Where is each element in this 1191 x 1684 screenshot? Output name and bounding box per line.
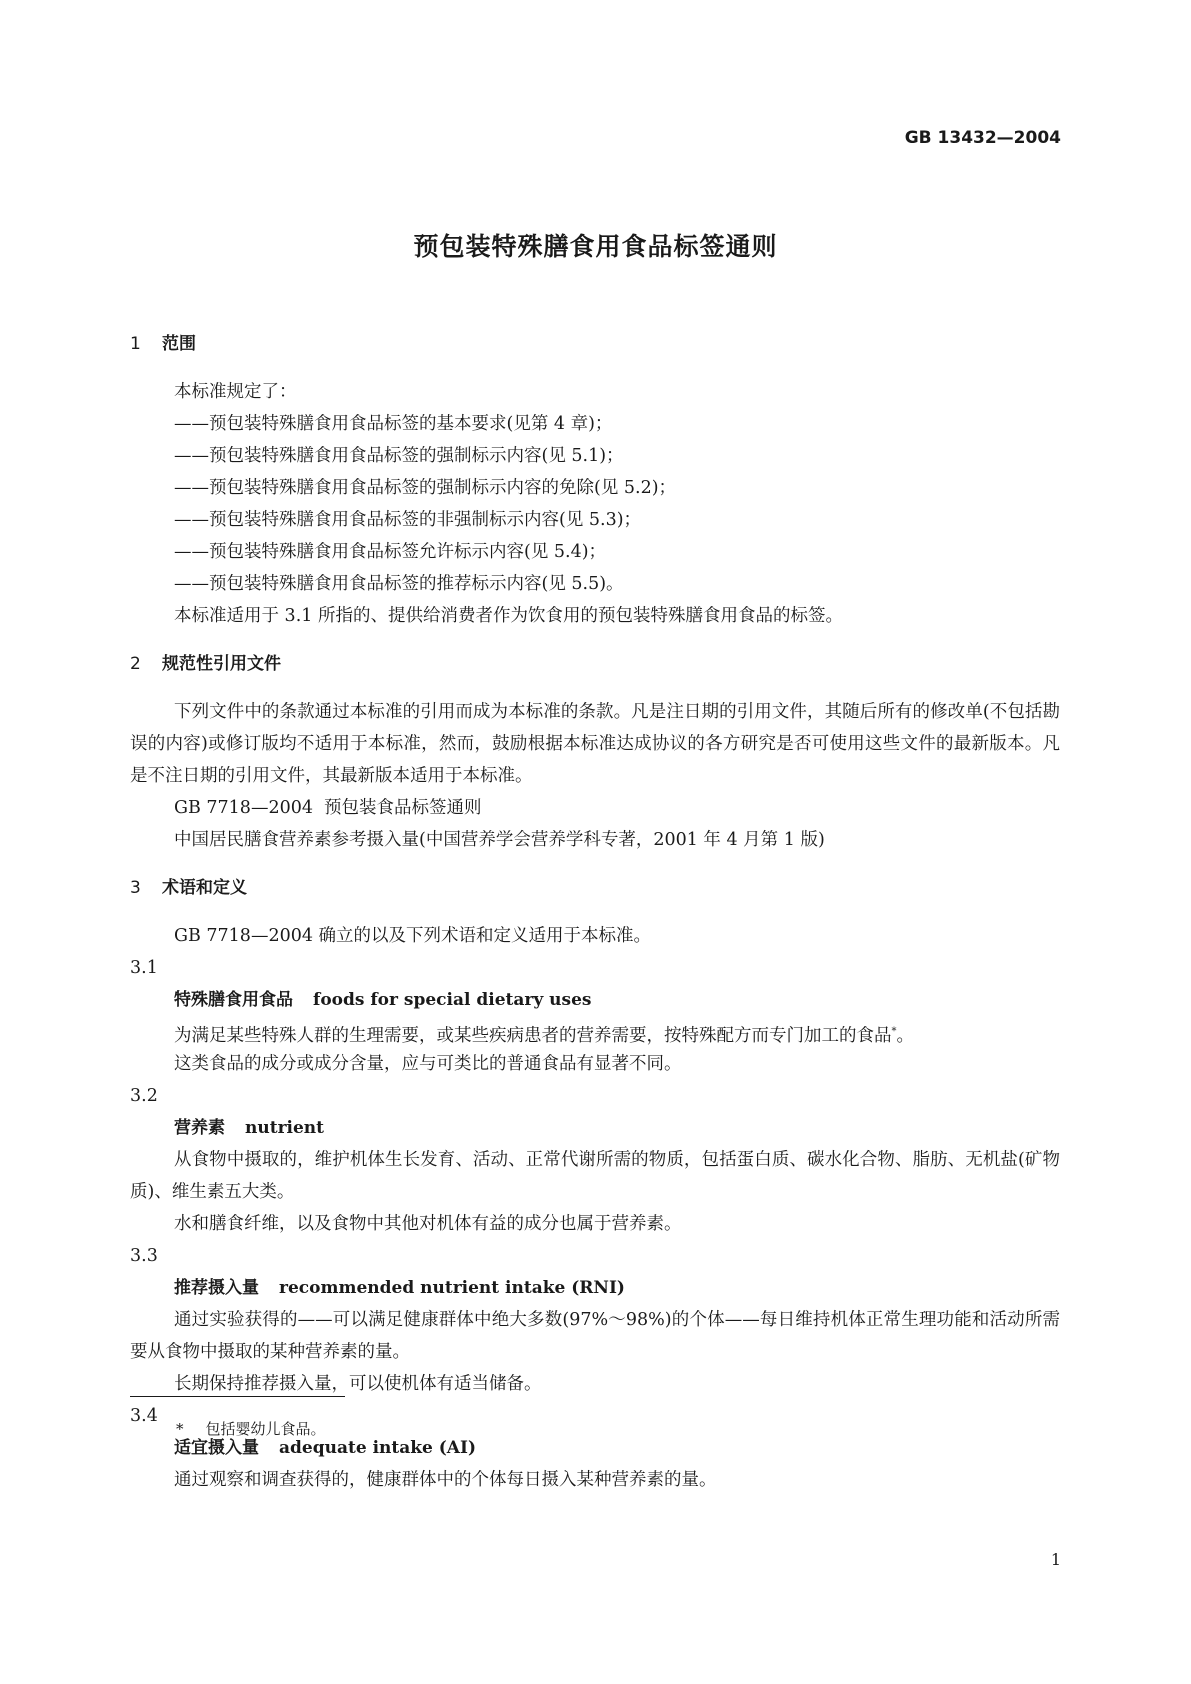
page-number: 1 xyxy=(1050,1550,1061,1569)
scope-item: ——预包装特殊膳食用食品标签的基本要求(见第 4 章)； xyxy=(174,414,613,434)
term-english: recommended nutrient intake (RNI) xyxy=(279,1278,625,1298)
section-3-heading xyxy=(130,874,1060,902)
scope-item: ——预包装特殊膳食用食品标签的强制标示内容的免除(见 5.2)； xyxy=(174,478,677,498)
scope-item: ——预包装特殊膳食用食品标签的推荐标示内容(见 5.5)。 xyxy=(174,574,624,594)
term-number: 3.3 xyxy=(130,1246,158,1266)
scope-item: ——预包装特殊膳食用食品标签的非强制标示内容(见 5.3)； xyxy=(174,510,642,530)
footnote-mark: * xyxy=(176,1420,184,1438)
document-body xyxy=(130,330,1060,1496)
term-heading xyxy=(130,1272,1060,1304)
section-number: 1 xyxy=(130,334,141,354)
term-definition: 通过实验获得的——可以满足健康群体中绝大多数(97%～98%)的个体——每日维持机体正常生理功能和活动所需要从食物中摄取的某种营养素的量。 xyxy=(130,1310,1060,1362)
standard-code: GB 13432—2004 xyxy=(904,128,1061,148)
reference-code: GB 7718—2004 xyxy=(174,798,313,818)
document-title: 预包装特殊膳食用食品标签通则 xyxy=(413,232,778,261)
section-2-heading xyxy=(130,650,1060,678)
term-english: nutrient xyxy=(245,1118,325,1138)
term-chinese: 营养素 xyxy=(174,1118,225,1138)
footnote-text: 包括婴幼儿食品。 xyxy=(205,1420,326,1438)
term-number: 3.4 xyxy=(130,1406,158,1426)
term-chinese: 适宜摄入量 xyxy=(174,1438,259,1458)
definition-text: 为满足某些特殊人群的生理需要，或某些疾病患者的营养需要，按特殊配方而专门加工的食品 xyxy=(174,1025,892,1046)
reference-item xyxy=(130,792,1060,824)
terms-intro: GB 7718—2004 确立的以及下列术语和定义适用于本标准。 xyxy=(174,926,652,946)
scope-applicability: 本标准适用于 3.1 所指的、提供给消费者作为饮食用的预包装特殊膳食用食品的标签。 xyxy=(174,606,843,626)
reference-item: 中国居民膳食营养素参考摄入量(中国营养学会营养学科专著，2001 年 4 月第 1 版) xyxy=(174,830,825,850)
term-english: adequate intake (AI) xyxy=(279,1438,476,1458)
term-definition: 长期保持推荐摄入量，可以使机体有适当储备。 xyxy=(174,1374,542,1394)
term-definition: 水和膳食纤维，以及食物中其他对机体有益的成分也属于营养素。 xyxy=(174,1214,682,1234)
scope-item: ——预包装特殊膳食用食品标签允许标示内容(见 5.4)； xyxy=(174,542,607,562)
term-definition: 从食物中摄取的，维护机体生长发育、活动、正常代谢所需的物质，包括蛋白质、碳水化合物、脂肪、无机盐(矿物质)、维生素五大类。 xyxy=(130,1150,1060,1202)
footnote-mark: * xyxy=(891,1026,897,1037)
term-definition: 这类食品的成分或成分含量，应与可类比的普通食品有显著不同。 xyxy=(174,1054,682,1074)
definition-end: 。 xyxy=(896,1025,914,1046)
section-1-heading xyxy=(130,330,1060,358)
term-chinese: 推荐摄入量 xyxy=(174,1278,259,1298)
reference-title: 预包装食品标签通则 xyxy=(324,798,482,818)
footnote-divider xyxy=(130,1396,345,1397)
term-english: foods for special dietary uses xyxy=(313,990,592,1010)
term-number: 3.2 xyxy=(130,1086,158,1106)
section-title: 范围 xyxy=(162,334,196,354)
term-heading xyxy=(130,1112,1060,1144)
term-heading xyxy=(130,984,1060,1016)
section-number: 2 xyxy=(130,654,141,674)
term-chinese: 特殊膳食用食品 xyxy=(174,990,293,1010)
term-number: 3.1 xyxy=(130,958,158,978)
section-title: 规范性引用文件 xyxy=(162,654,281,674)
term-definition: 通过观察和调查获得的，健康群体中的个体每日摄入某种营养素的量。 xyxy=(174,1470,717,1490)
references-paragraph: 下列文件中的条款通过本标准的引用而成为本标准的条款。凡是注日期的引用文件，其随后所有的修改单(不包括勘误的内容)或修订版均不适用于本标准，然而，鼓励根据本标准达成协议的各方研究是否可使用这些文件的最新版本。凡是不注日期的引用文件，其最新版本适用于本标准。 xyxy=(130,702,1060,786)
scope-intro: 本标准规定了： xyxy=(174,382,297,402)
section-title: 术语和定义 xyxy=(162,878,247,898)
term-definition xyxy=(130,1016,1060,1048)
footnote xyxy=(176,1418,326,1441)
section-number: 3 xyxy=(130,878,141,898)
scope-item: ——预包装特殊膳食用食品标签的强制标示内容(见 5.1)； xyxy=(174,446,624,466)
